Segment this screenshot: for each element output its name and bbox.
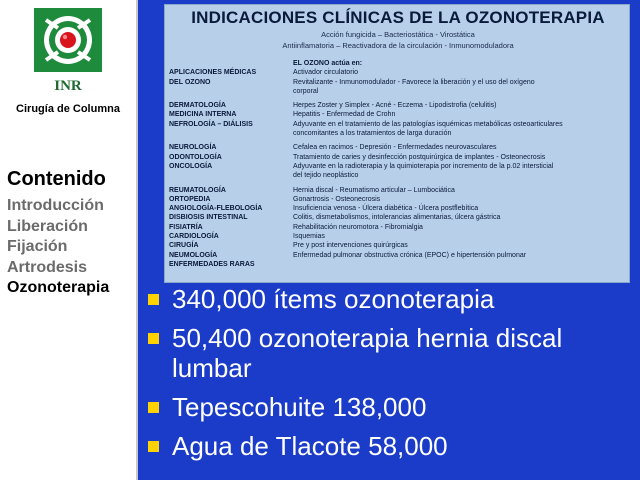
table-row: [165, 68, 631, 77]
row-specialty: DISBIOSIS INTESTINAL: [169, 214, 248, 222]
table-row: [165, 110, 631, 119]
row-indication: Colitis, dismetabolismos, intolerancias alimentarias, úlcera gástrica: [293, 214, 501, 222]
bullet-text: 340,000 ítems ozonoterapia: [172, 284, 495, 314]
row-specialty: NEUROLOGÍA: [169, 144, 217, 152]
row-indication: Adyuvante en la radioterapia y la quimioterapia por incremento de la p.02 intersticial: [293, 162, 554, 170]
row-indication: Isquemias: [293, 233, 325, 241]
row-specialty: CARDIOLOGÍA: [169, 233, 219, 241]
row-specialty: [165, 59, 293, 68]
row-indication: Hepatitis - Enfermedad de Crohn: [293, 111, 396, 119]
bullet-text: Tepescohuite 138,000: [172, 392, 427, 422]
row-indication: EL OZONO actúa en:: [293, 60, 363, 67]
row-indication: corporal: [293, 87, 319, 95]
row-indication: Herpes Zoster y Simplex - Acné - Eczema - Lipodistrofia (celulitis): [293, 102, 497, 110]
table-row: [165, 241, 631, 250]
row-specialty: ODONTOLOGÍA: [169, 153, 222, 161]
row-indication: Pre y post intervenciones quirúrgicas: [293, 242, 408, 250]
row-indication: [293, 260, 627, 269]
bullet-square-icon: [148, 402, 159, 413]
department-label: Cirugía de Columna: [16, 103, 120, 115]
table-row: [165, 232, 631, 241]
row-specialty: FISIATRÍA: [169, 223, 203, 231]
row-specialty: APLICACIONES MÉDICAS: [169, 69, 257, 77]
table-row: [165, 59, 631, 68]
row-specialty: [165, 87, 293, 96]
table-row: [165, 223, 631, 232]
bullet-item: [146, 431, 640, 461]
row-indication: del tejido neoplástico: [293, 172, 359, 180]
sidebar: [0, 0, 136, 480]
table-row: [165, 260, 631, 269]
table-row: [165, 120, 631, 129]
row-specialty: NEFROLOGÍA – DIÁLISIS: [169, 120, 253, 128]
row-indication: concomitantes a los tratamientos de larga duración: [293, 130, 452, 138]
row-specialty: ENFERMEDADES RARAS: [169, 260, 255, 268]
table-title: INDICACIONES CLÍNICAS DE LA OZONOTERAPIA: [191, 8, 605, 27]
row-specialty: CIRUGÍA: [169, 242, 199, 250]
inr-logo: [32, 6, 104, 96]
bullet-list: [146, 284, 640, 470]
row-indication: Hernia discal - Reumatismo articular – Lumbociática: [293, 186, 455, 194]
row-specialty: DEL OZONO: [169, 78, 211, 86]
row-specialty: MEDICINA INTERNA: [169, 111, 237, 119]
contents-heading: Contenido: [7, 168, 106, 190]
table-row: [165, 78, 631, 87]
table-row: [165, 101, 631, 110]
toc-item-ozonoterapia[interactable]: Ozonoterapia: [7, 279, 110, 296]
row-indication: Gonartrosis - Osteonecrosis: [293, 195, 381, 203]
row-specialty: REUMATOLOGÍA: [169, 186, 226, 194]
row-indication: Tratamiento de caries y desinfección postquirúrgica de implantes - Osteonecrosis: [293, 153, 546, 161]
table-row: [165, 87, 631, 96]
row-specialty: [165, 129, 293, 138]
sidebar-divider: [136, 0, 138, 480]
bullet-square-icon: [148, 441, 159, 452]
indications-table-image: [164, 4, 630, 283]
table-rows: [165, 59, 631, 269]
row-specialty: [165, 171, 293, 180]
table-row: [165, 171, 631, 180]
row-specialty: ORTOPEDIA: [169, 195, 211, 203]
toc-item-liberacion[interactable]: Liberación: [7, 217, 88, 235]
row-indication: Adyuvante en el tratamiento de las patologías isquémicas metabólicas osteoarticulares: [293, 120, 563, 128]
row-indication: Cefalea en racimos - Depresión - Enfermedades neurovasculares: [293, 144, 497, 152]
table-row: [165, 251, 631, 260]
row-indication: Activador circulatorio: [293, 69, 358, 77]
row-indication: Insuficiencia venosa - Úlcera diabética - Úlcera postflebítica: [293, 205, 479, 213]
toc-item-introduccion[interactable]: Introducción: [7, 197, 104, 214]
toc-item-artrodesis[interactable]: Artrodesis: [7, 258, 88, 276]
table-row: [165, 186, 631, 195]
logo-text: INR: [54, 78, 82, 94]
table-subtitle-2: Antiinflamatoria – Reactivadora de la circulación - Inmunomoduladora: [282, 41, 514, 50]
toc-item-fijacion[interactable]: Fijación: [7, 238, 68, 255]
row-specialty: DERMATOLOGÍA: [169, 102, 226, 110]
row-indication: Revitalizante - Inmunomodulador - Favorece la liberación y el uso del oxígeno: [293, 78, 535, 86]
bullet-text: Agua de Tlacote 58,000: [172, 431, 448, 461]
bullet-square-icon: [148, 333, 159, 344]
row-specialty: NEUMOLOGÍA: [169, 251, 218, 259]
bullet-item: [146, 392, 640, 422]
table-row: [165, 129, 631, 138]
row-specialty: ONCOLOGÍA: [169, 162, 213, 170]
table-row: [165, 195, 631, 204]
bullet-square-icon: [148, 294, 159, 305]
row-indication: Rehabilitación neuromotora - Fibromialgia: [293, 223, 423, 231]
bullet-item: [146, 323, 640, 383]
bullet-text: 50,400 ozonoterapia hernia discal lumbar: [172, 323, 563, 383]
contents-list: [7, 196, 109, 299]
row-specialty: ANGIOLOGÍA-FLEBOLOGÍA: [169, 205, 263, 213]
row-indication: Enfermedad pulmonar obstructiva crónica (EPOC) e hipertensión pulmonar: [293, 251, 527, 259]
bullet-item: [146, 284, 640, 314]
table-row: [165, 143, 631, 152]
table-subtitle-1: Acción fungicida – Bacteriostática - Virostática: [321, 30, 475, 39]
table-row: [165, 213, 631, 222]
table-row: [165, 153, 631, 162]
table-row: [165, 162, 631, 171]
table-row: [165, 204, 631, 213]
